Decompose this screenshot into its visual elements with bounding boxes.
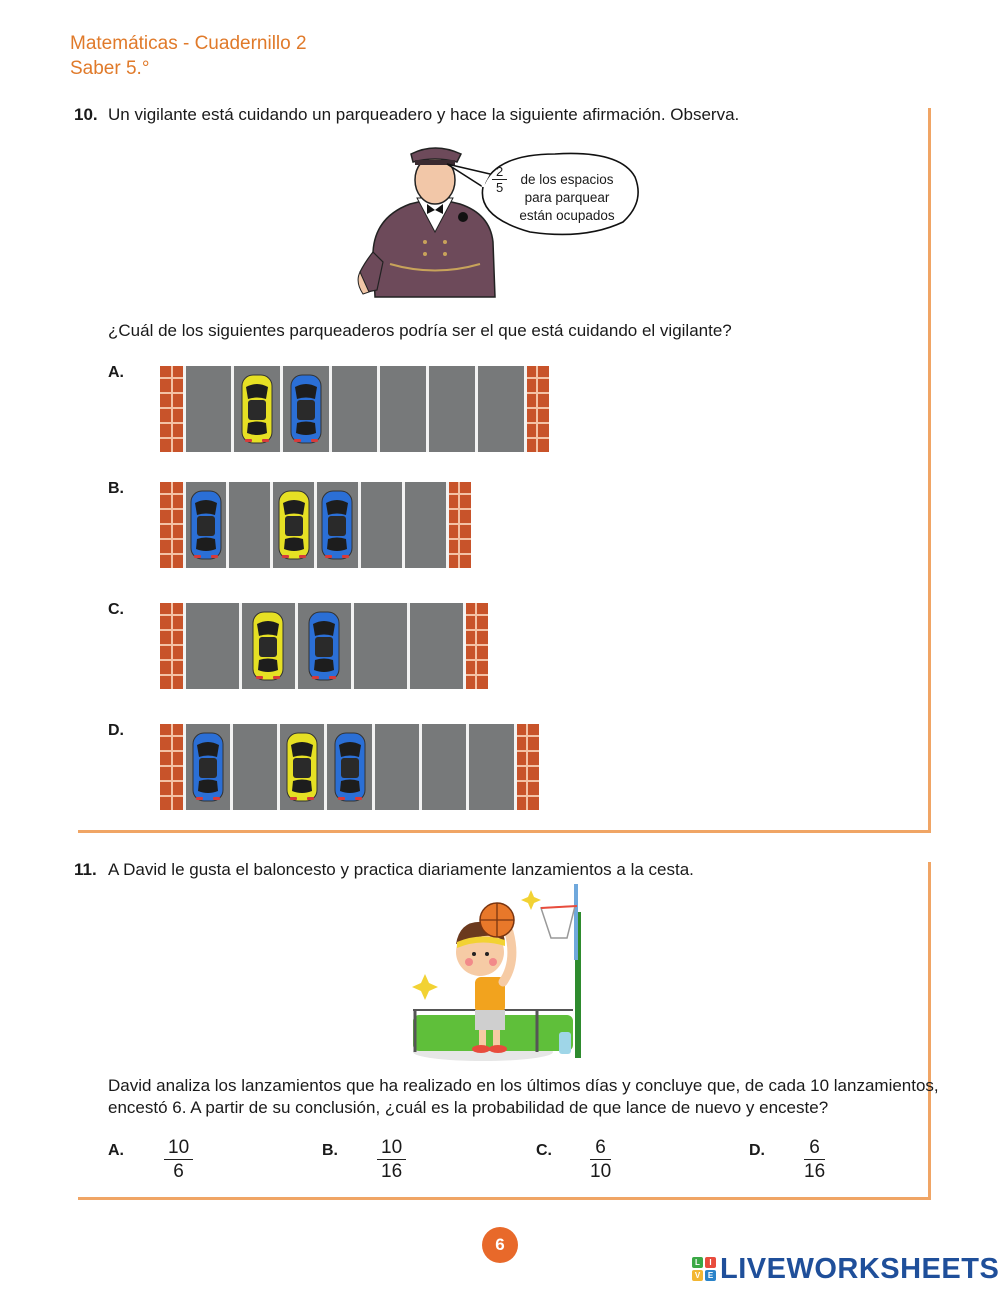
- q11-option-a-fraction[interactable]: [164, 1137, 193, 1184]
- car-blue: [332, 731, 368, 803]
- q11-prompt: A David le gusta el baloncesto y practica diariamente lanzamientos a la cesta.: [108, 860, 694, 879]
- q10-question: ¿Cuál de los siguientes parqueaderos podría ser el que está cuidando el vigilante?: [108, 321, 732, 340]
- bubble-line-1: de los espacios: [520, 172, 614, 187]
- brick-wall-right: [525, 366, 549, 452]
- q10-frame-right: [928, 108, 931, 833]
- header-grade: Saber 5.°: [70, 58, 150, 79]
- parking-line: [295, 603, 298, 689]
- q11-option-b-letter[interactable]: B.: [322, 1142, 338, 1159]
- parking-line: [446, 482, 449, 568]
- logo-badge-icon: [692, 1257, 716, 1281]
- car-blue: [306, 610, 342, 682]
- basketball-illustration: [405, 882, 595, 1064]
- q11-number: 11.: [74, 860, 97, 879]
- logo-text: LIVEWORKSHEETS: [720, 1252, 1000, 1285]
- brick-wall-left: [160, 724, 184, 810]
- q11-frame-bottom: [78, 1197, 931, 1200]
- page-number: 6: [482, 1227, 518, 1263]
- q11-option-d-fraction[interactable]: [804, 1137, 825, 1184]
- q10-option-a-letter[interactable]: A.: [108, 364, 124, 381]
- q11-option-b-den: 16: [381, 1161, 403, 1182]
- brick-wall-left: [160, 366, 184, 452]
- logo-badge-square: I: [705, 1257, 716, 1268]
- q11-option-b-fraction[interactable]: [377, 1137, 406, 1184]
- liveworksheets-logo[interactable]: [692, 1253, 999, 1285]
- parking-line: [277, 724, 280, 810]
- car-blue: [288, 373, 324, 445]
- bubble-fraction: [492, 164, 507, 196]
- q10-option-b-letter[interactable]: B.: [108, 480, 124, 497]
- parking-line: [524, 366, 527, 452]
- q11-option-a-den: 6: [173, 1161, 184, 1182]
- bubble-line-2: para parquear: [524, 190, 610, 205]
- parking-line: [226, 482, 229, 568]
- bubble-frac-den: 5: [496, 180, 504, 195]
- q10-prompt: Un vigilante está cuidando un parqueadero y hace la siguiente afirmación. Observa.: [108, 105, 740, 124]
- parking-line: [324, 724, 327, 810]
- parking-line: [230, 724, 233, 810]
- q11-option-d-den: 16: [804, 1161, 826, 1182]
- parking-line: [270, 482, 273, 568]
- parking-line: [239, 603, 242, 689]
- parking-line: [407, 603, 410, 689]
- logo-badge-square: E: [705, 1270, 716, 1281]
- car-yellow: [239, 373, 275, 445]
- brick-wall-right: [464, 603, 488, 689]
- parking-line: [329, 366, 332, 452]
- bubble-line-3: están ocupados: [519, 208, 615, 223]
- car-yellow: [250, 610, 286, 682]
- car-blue: [190, 731, 226, 803]
- q11-body-line-1: David analiza los lanzamientos que ha realizado en los últimos días y concluye que, de cada 10 lanzamientos,: [108, 1076, 939, 1095]
- parking-line: [358, 482, 361, 568]
- car-yellow: [284, 731, 320, 803]
- parking-line: [514, 724, 517, 810]
- parking-line: [183, 724, 186, 810]
- parking-line: [231, 366, 234, 452]
- q11-option-c-fraction[interactable]: [590, 1137, 611, 1184]
- parking-line: [402, 482, 405, 568]
- bubble-text: [512, 171, 622, 225]
- q10-number: 10.: [74, 105, 98, 124]
- car-blue: [188, 489, 224, 561]
- parking-lot-d[interactable]: [160, 724, 539, 810]
- q11-option-d-num: 6: [804, 1137, 825, 1160]
- q10-option-c-letter[interactable]: C.: [108, 601, 124, 618]
- hoop-net: [541, 906, 575, 938]
- parking-line: [419, 724, 422, 810]
- brick-wall-left: [160, 482, 184, 568]
- parking-lot-b[interactable]: [160, 482, 471, 568]
- parking-line: [280, 366, 283, 452]
- q11-option-b-num: 10: [377, 1137, 406, 1160]
- parking-lot-a[interactable]: [160, 366, 549, 452]
- q11-option-c-num: 6: [590, 1137, 611, 1160]
- parking-line: [466, 724, 469, 810]
- brick-wall-right: [447, 482, 471, 568]
- parking-line: [183, 482, 186, 568]
- brick-wall-right: [515, 724, 539, 810]
- q11-option-a-num: 10: [164, 1137, 193, 1160]
- q10-option-d-letter[interactable]: D.: [108, 722, 124, 739]
- parking-line: [183, 366, 186, 452]
- parking-line: [475, 366, 478, 452]
- q11-option-c-den: 10: [590, 1161, 612, 1182]
- bubble-frac-num: 2: [492, 164, 507, 180]
- parking-line: [377, 366, 380, 452]
- logo-badge-square: L: [692, 1257, 703, 1268]
- brick-wall-left: [160, 603, 184, 689]
- parking-lot-c[interactable]: [160, 603, 488, 689]
- logo-badge-square: V: [692, 1270, 703, 1281]
- parking-line: [372, 724, 375, 810]
- q11-frame-right: [928, 862, 931, 1200]
- car-blue: [319, 489, 355, 561]
- q10-frame-bottom: [78, 830, 931, 833]
- car-yellow: [276, 489, 312, 561]
- parking-line: [314, 482, 317, 568]
- q11-option-d-letter[interactable]: D.: [749, 1142, 765, 1159]
- q11-option-c-letter[interactable]: C.: [536, 1142, 552, 1159]
- header-title: Matemáticas - Cuadernillo 2: [70, 33, 307, 54]
- parking-line: [426, 366, 429, 452]
- parking-line: [351, 603, 354, 689]
- parking-line: [463, 603, 466, 689]
- q11-option-a-letter[interactable]: A.: [108, 1142, 124, 1159]
- q11-body-line-2: encestó 6. A partir de su conclusión, ¿cuál es la probabilidad de que lance de nuevo y enceste?: [108, 1098, 829, 1117]
- parking-line: [183, 603, 186, 689]
